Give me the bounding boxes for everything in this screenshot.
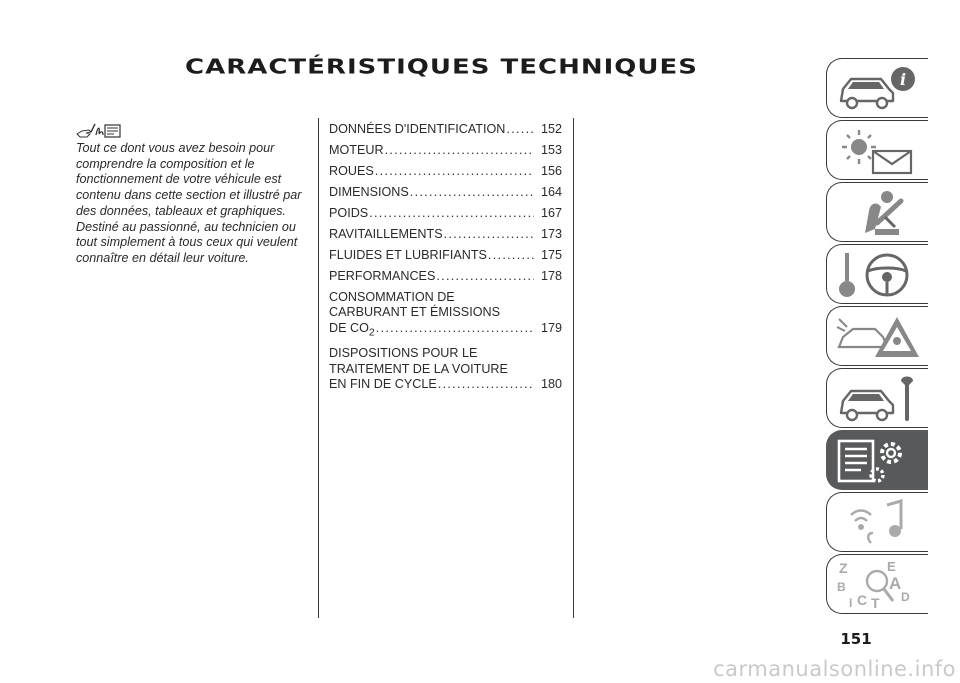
technical-data-icon: [835, 437, 921, 485]
tab-multimedia[interactable]: [826, 492, 928, 552]
tab-car-info[interactable]: [826, 58, 928, 118]
hand-writing-icon: [76, 122, 122, 140]
page-number: 151: [840, 630, 872, 648]
toc-page-number: 164: [540, 185, 562, 199]
tab-alphabetical-index[interactable]: [826, 554, 928, 614]
toc-page-number: 173: [540, 227, 562, 241]
toc-label: POIDS: [329, 206, 369, 220]
toc-page-number: 167: [540, 206, 562, 220]
index-letter: E: [887, 561, 896, 574]
toc-leader-dots: [488, 248, 534, 263]
toc-entry[interactable]: [329, 346, 562, 392]
toc-page-number: 153: [540, 143, 562, 157]
toc-label-line: CARBURANT ET ÉMISSIONS: [329, 305, 500, 320]
toc-leader-dots: [438, 377, 534, 392]
toc-label-line: CONSOMMATION DE: [329, 290, 455, 304]
intro-paragraph: Tout ce dont vous avez besoin pour comprendre la composition et le fonctionnement de votre véhicule est contenu dans cette section et illustré par des données, tableaux et graphiques. Destiné au passionné, au technicien ou tout simplement à tous ceux qui veulent connaître en détail leur voiture.: [76, 141, 302, 265]
toc-label: EN FIN DE CYCLE: [329, 377, 437, 392]
toc-page-number: 180: [540, 377, 562, 392]
watermark: carmanualsonline.info: [713, 657, 956, 681]
index-letter: D: [901, 590, 910, 604]
index-letter: B: [837, 580, 846, 594]
tab-key-steering-wheel[interactable]: [826, 244, 928, 304]
car-info-icon: [835, 65, 921, 113]
tab-breakdown-warning[interactable]: [826, 306, 928, 366]
toc-label: [329, 321, 375, 341]
toc-leader-dots: [410, 185, 534, 200]
toc-label-line: TRAITEMENT DE LA VOITURE: [329, 361, 508, 376]
toc-entry[interactable]: [329, 290, 562, 341]
multimedia-icon: [835, 499, 921, 547]
index-letter: Z: [839, 561, 848, 576]
toc-leader-dots: [436, 269, 534, 284]
toc-entry[interactable]: [329, 227, 562, 242]
toc-entry[interactable]: [329, 206, 562, 221]
toc-label: RAVITAILLEMENTS: [329, 227, 443, 241]
warning-lights-icon: [835, 127, 921, 175]
column-divider-right: [573, 118, 574, 618]
toc-label: DIMENSIONS: [329, 185, 409, 199]
toc-page-number: 152: [540, 122, 562, 136]
tab-airbag-seat[interactable]: [826, 182, 928, 242]
index-letter: A: [889, 574, 902, 593]
column-divider-left: [318, 118, 319, 618]
toc-leader-dots: [376, 321, 534, 336]
alphabetical-index-icon: [835, 561, 921, 609]
tab-technical-data[interactable]: [826, 430, 928, 490]
toc-leader-dots: [375, 164, 534, 179]
toc-label: ROUES: [329, 164, 374, 178]
toc-entry[interactable]: [329, 143, 562, 158]
table-of-contents: [329, 122, 562, 398]
toc-page-number: 179: [540, 320, 562, 335]
toc-leader-dots: [506, 122, 534, 137]
toc-label: MOTEUR: [329, 143, 384, 157]
toc-entry[interactable]: [329, 248, 562, 263]
page-title: CARACTÉRISTIQUES TECHNIQUES: [185, 55, 698, 79]
index-letter: T: [871, 595, 880, 609]
svg-text:i: i: [899, 70, 907, 89]
car-maintenance-icon: [835, 375, 921, 423]
toc-label-line: DISPOSITIONS POUR LE: [329, 346, 478, 361]
toc-label: PERFORMANCES: [329, 269, 436, 283]
key-steering-wheel-icon: [835, 251, 921, 299]
toc-label-text: DE CO: [329, 320, 369, 335]
toc-entry[interactable]: [329, 122, 562, 137]
toc-entry[interactable]: [329, 185, 562, 200]
tab-warning-lights[interactable]: [826, 120, 928, 180]
airbag-seat-icon: [835, 189, 921, 237]
toc-label-subscript: 2: [368, 326, 375, 339]
index-letter: I: [849, 596, 853, 609]
tab-car-maintenance[interactable]: [826, 368, 928, 428]
chapter-tabs: [826, 58, 928, 616]
toc-leader-dots: [385, 143, 534, 158]
breakdown-warning-icon: [835, 313, 921, 361]
toc-page-number: 178: [540, 269, 562, 283]
toc-leader-dots: [444, 227, 534, 242]
toc-page-number: 175: [540, 248, 562, 262]
toc-entry[interactable]: [329, 164, 562, 179]
toc-label: FLUIDES ET LUBRIFIANTS: [329, 248, 487, 262]
index-letter: C: [857, 592, 868, 608]
toc-page-number: 156: [540, 164, 562, 178]
toc-label: DONNÉES D'IDENTIFICATION: [329, 122, 506, 136]
toc-leader-dots: [369, 206, 534, 221]
toc-entry[interactable]: [329, 269, 562, 284]
